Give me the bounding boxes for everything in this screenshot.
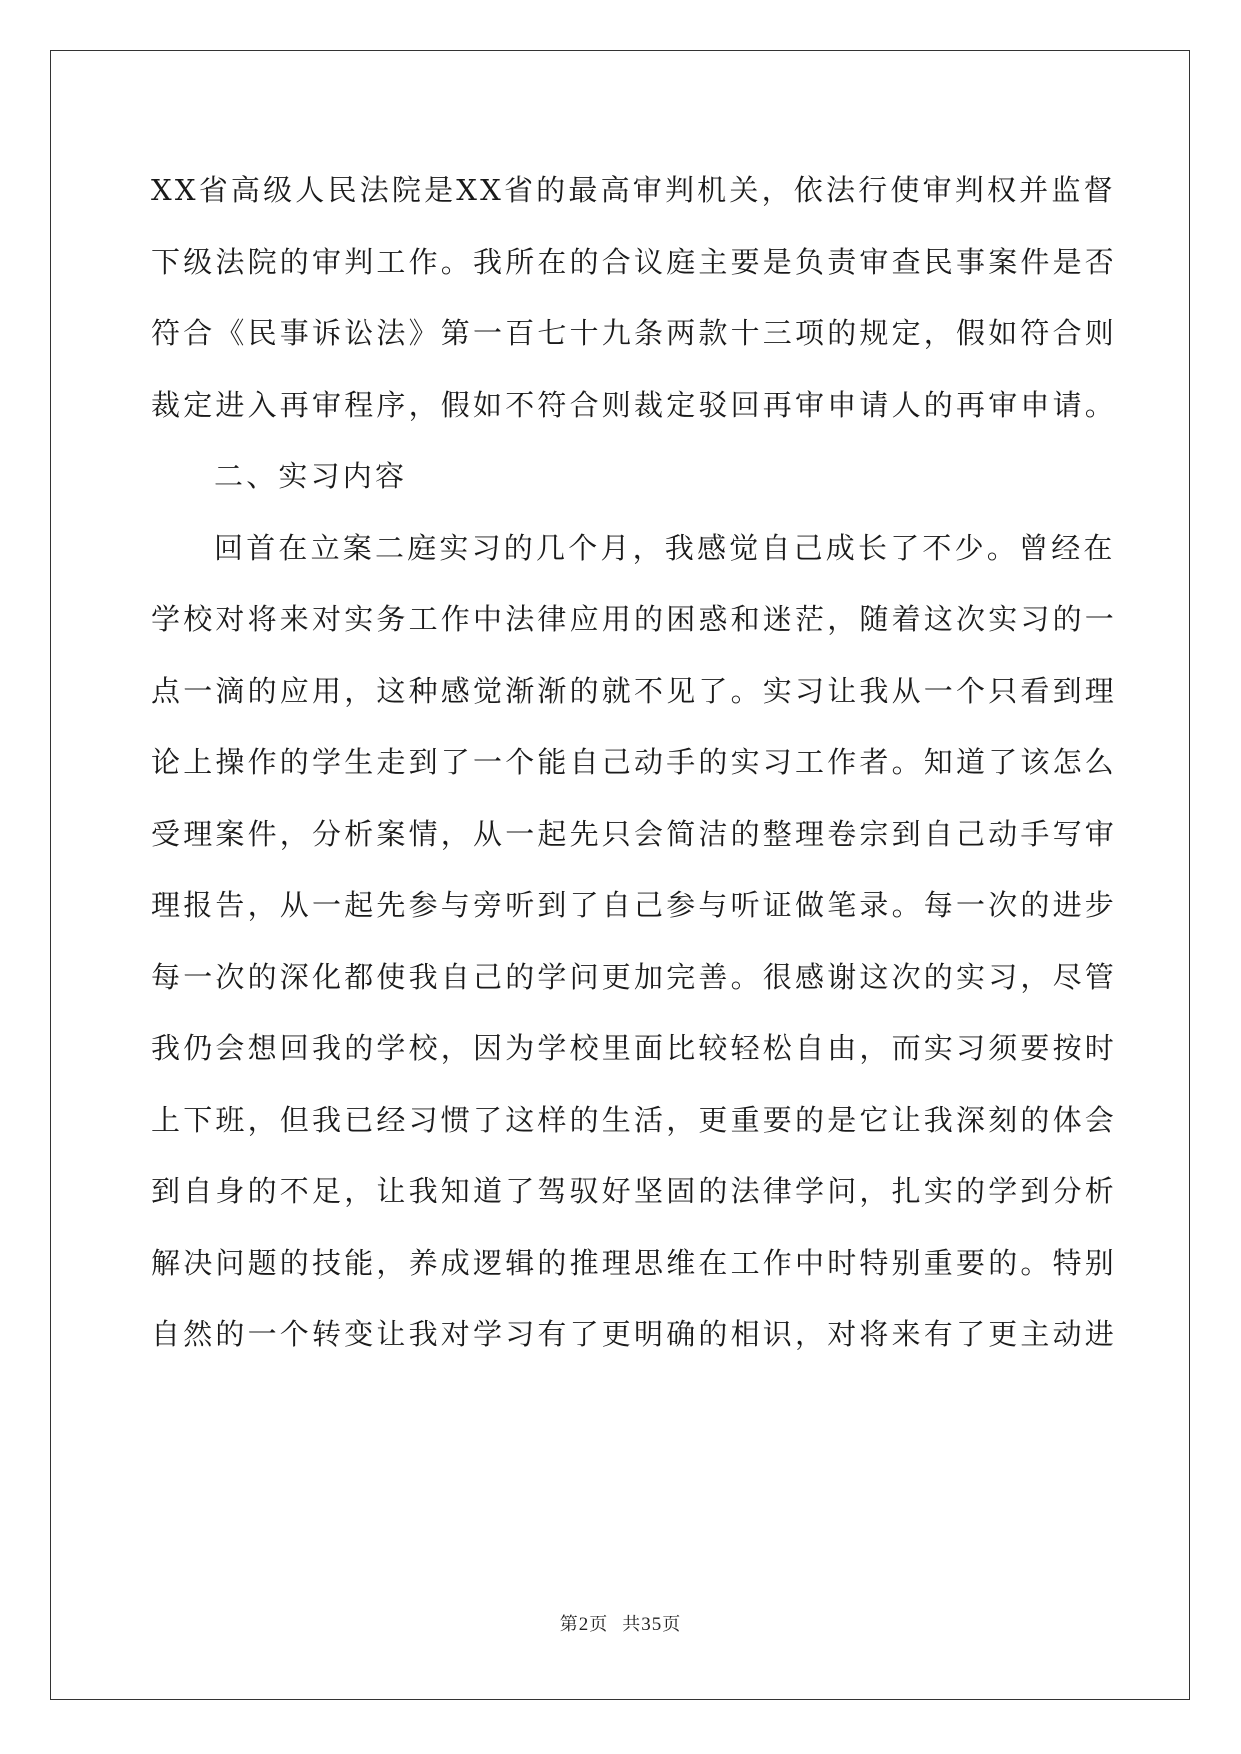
paragraph-line: 回首在立案二庭实习的几个月，我感觉自己成长了不少。曾经在 [214,530,1116,565]
paragraph-line: 解决问题的技能，养成逻辑的推理思维在工作中时特别重要的。特别 [151,1245,1118,1280]
paragraph-line: 到自身的不足，让我知道了驾驭好坚固的法律学问，扎实的学到分析 [151,1174,1118,1208]
paragraph-line: 裁定进入再审程序，假如不符合则裁定驳回再审申请人的再审申请。 [151,387,1118,422]
paragraph-line: 论上操作的学生走到了一个能自己动手的实习工作者。知道了该怎么 [151,745,1118,779]
page-suffix: 页 [589,1614,609,1635]
paragraph-line: XX省高级人民法院是XX省的最高审判机关，依法行使审判权并监督 [151,173,1116,207]
section-heading: 二、实习内容 [214,459,408,493]
document-body [151,170,1118,1386]
paragraph-line: 受理案件，分析案情，从一起先只会简洁的整理卷宗到自己动手写审 [151,816,1118,851]
paragraph-line: 点一滴的应用，这种感觉渐渐的就不见了。实习让我从一个只看到理 [151,673,1118,708]
paragraph-line: 符合《民事诉讼法》第一百七十九条两款十三项的规定，假如符合则 [151,316,1118,350]
total-suffix: 页 [662,1614,682,1635]
paragraph-line: 下级法院的审判工作。我所在的合议庭主要是负责审查民事案件是否 [151,244,1118,279]
paragraph-line: 我仍会想回我的学校，因为学校里面比较轻松自由，而实习须要按时 [151,1031,1118,1065]
total-pages: 35 [641,1614,663,1635]
page-footer [0,1610,1241,1636]
paragraph-line: 自然的一个转变让我对学习有了更明确的相识，对将来有了更主动进 [151,1317,1118,1351]
total-prefix: 共 [622,1614,642,1635]
page-number: 2 [578,1614,590,1635]
paragraph-line: 学校对将来对实务工作中法律应用的困惑和迷茫，随着这次实习的一 [151,602,1118,636]
paragraph-line: 每一次的深化都使我自己的学问更加完善。很感谢这次的实习，尽管 [151,959,1118,994]
paragraph-line: 理报告，从一起先参与旁听到了自己参与听证做笔录。每一次的进步 [151,888,1118,922]
page-prefix: 第 [559,1614,579,1635]
paragraph-line: 上下班，但我已经习惯了这样的生活，更重要的是它让我深刻的体会 [151,1102,1118,1137]
